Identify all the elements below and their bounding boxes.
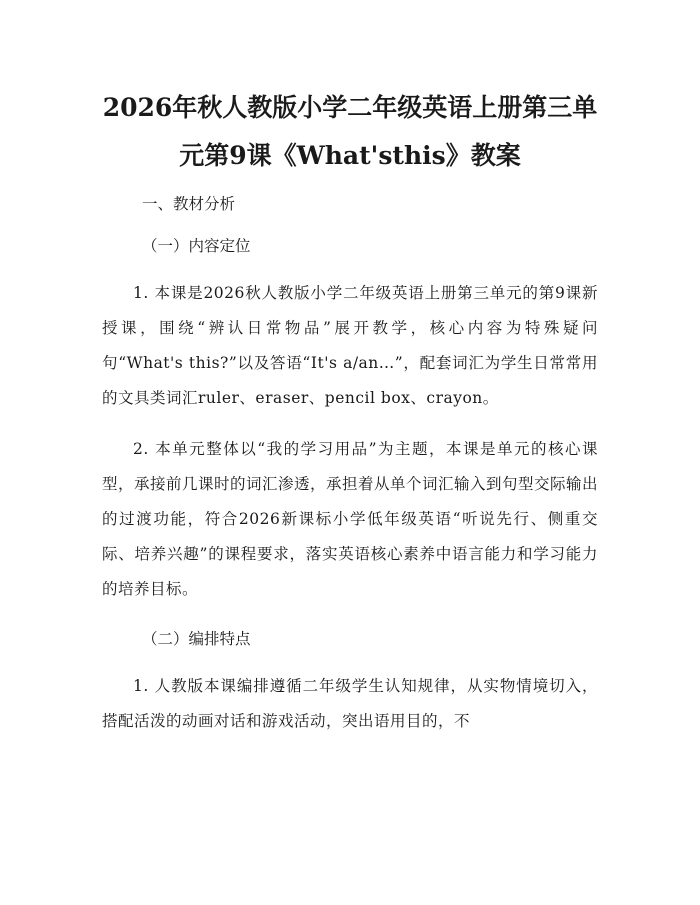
paragraph-3: 1. 人教版本课编排遵循二年级学生认知规律，从实物情境切入，搭配活泼的动画对话和游戏活动，突出语用目的，不 [102,677,598,730]
subsection-heading-layout-features: （二）编排特点 [142,630,251,648]
title-line-2: 元第9课《What'sthis》教案 [179,141,521,170]
subsection-heading-content-positioning: （一）内容定位 [142,237,251,255]
paragraph-2: 2. 本单元整体以“我的学习用品”为主题，本课是单元的核心课型，承接前几课时的词汇渗透，承担着从单个词汇输入到句型交际输出的过渡功能，符合2026新课标小学低年级英语“听说先行、侧重交际、培养兴趣”的课程要求，落实英语核心素养中语言能力和学习能力的培养目标。 [102,440,599,598]
document-title [90,84,610,180]
paragraph-1: 1. 本课是2026秋人教版小学二年级英语上册第三单元的第9课新授课，围绕“辨认日常物品”展开教学，核心内容为特殊疑问句“What's this?”以及答语“It's a/an…”，配套词汇为学生日常常用的文具类词汇ruler、eraser、pencil box、crayon。 [102,284,598,407]
document-body [102,188,598,755]
title-line-1: 2026年秋人教版小学二年级英语上册第三单 [102,93,598,122]
section-heading-textbook-analysis: 一、教材分析 [142,195,236,213]
